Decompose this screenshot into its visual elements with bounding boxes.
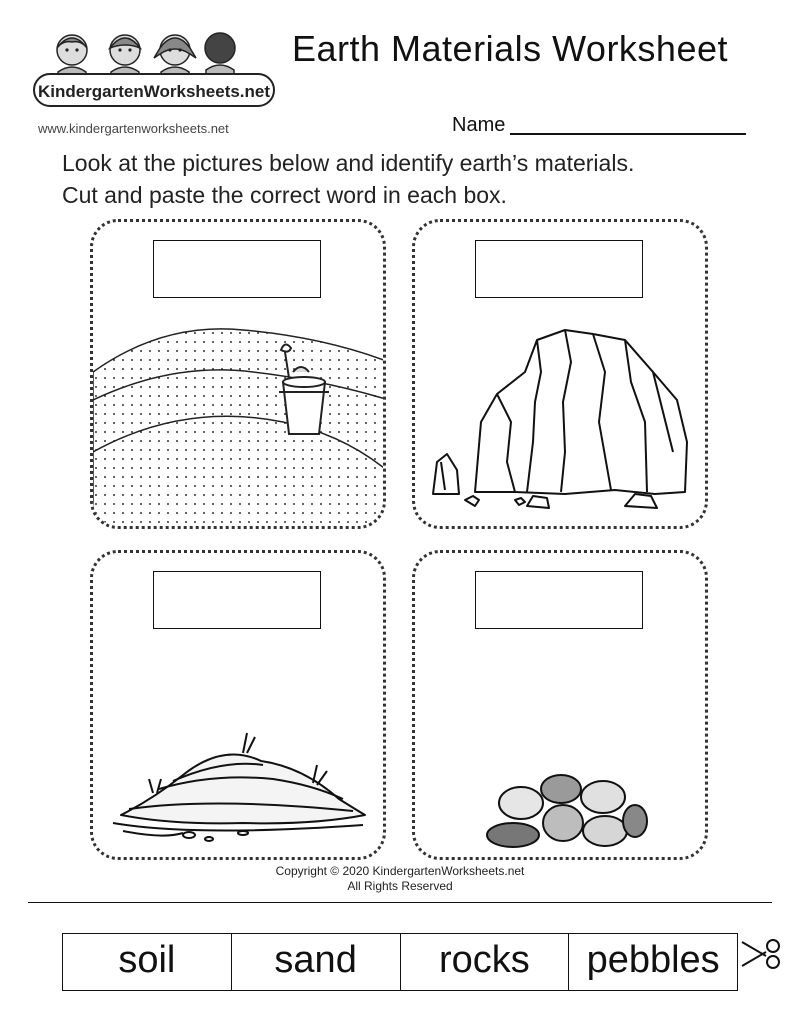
answer-box[interactable] <box>475 240 643 298</box>
site-url: www.kindergartenworksheets.net <box>38 121 229 136</box>
page-title: Earth Materials Worksheet <box>292 28 728 69</box>
instruction-line-1: Look at the pictures below and identify earth’s materials. <box>62 150 635 176</box>
picture-panel-sand <box>90 219 386 529</box>
answer-box[interactable] <box>153 571 321 629</box>
scissors-icon <box>740 934 784 979</box>
word-cutout-strip <box>62 933 738 991</box>
site-logo <box>30 20 280 120</box>
copyright-line: Copyright © 2020 KindergartenWorksheets.net <box>275 864 525 878</box>
word-card-pebbles[interactable]: pebbles <box>586 938 720 981</box>
picture-panel-rocks <box>412 219 708 529</box>
copyright-notice <box>0 864 800 894</box>
instruction-line-2: Cut and paste the correct word in each box. <box>62 182 507 208</box>
answer-box[interactable] <box>153 240 321 298</box>
svg-text:KindergartenWorksheets.net: KindergartenWorksheets.net <box>37 82 271 101</box>
rights-line: All Rights Reserved <box>347 879 453 893</box>
picture-panel-soil <box>90 550 386 860</box>
kid-face-1 <box>57 33 235 65</box>
name-input-line[interactable] <box>510 133 746 135</box>
picture-panel-pebbles <box>412 550 708 860</box>
name-label: Name <box>452 114 506 136</box>
word-card-sand[interactable]: sand <box>232 934 401 990</box>
cut-divider <box>28 902 772 903</box>
word-card-rocks[interactable]: rocks <box>401 934 570 990</box>
word-card-soil[interactable]: soil <box>63 934 232 990</box>
answer-box[interactable] <box>475 571 643 629</box>
